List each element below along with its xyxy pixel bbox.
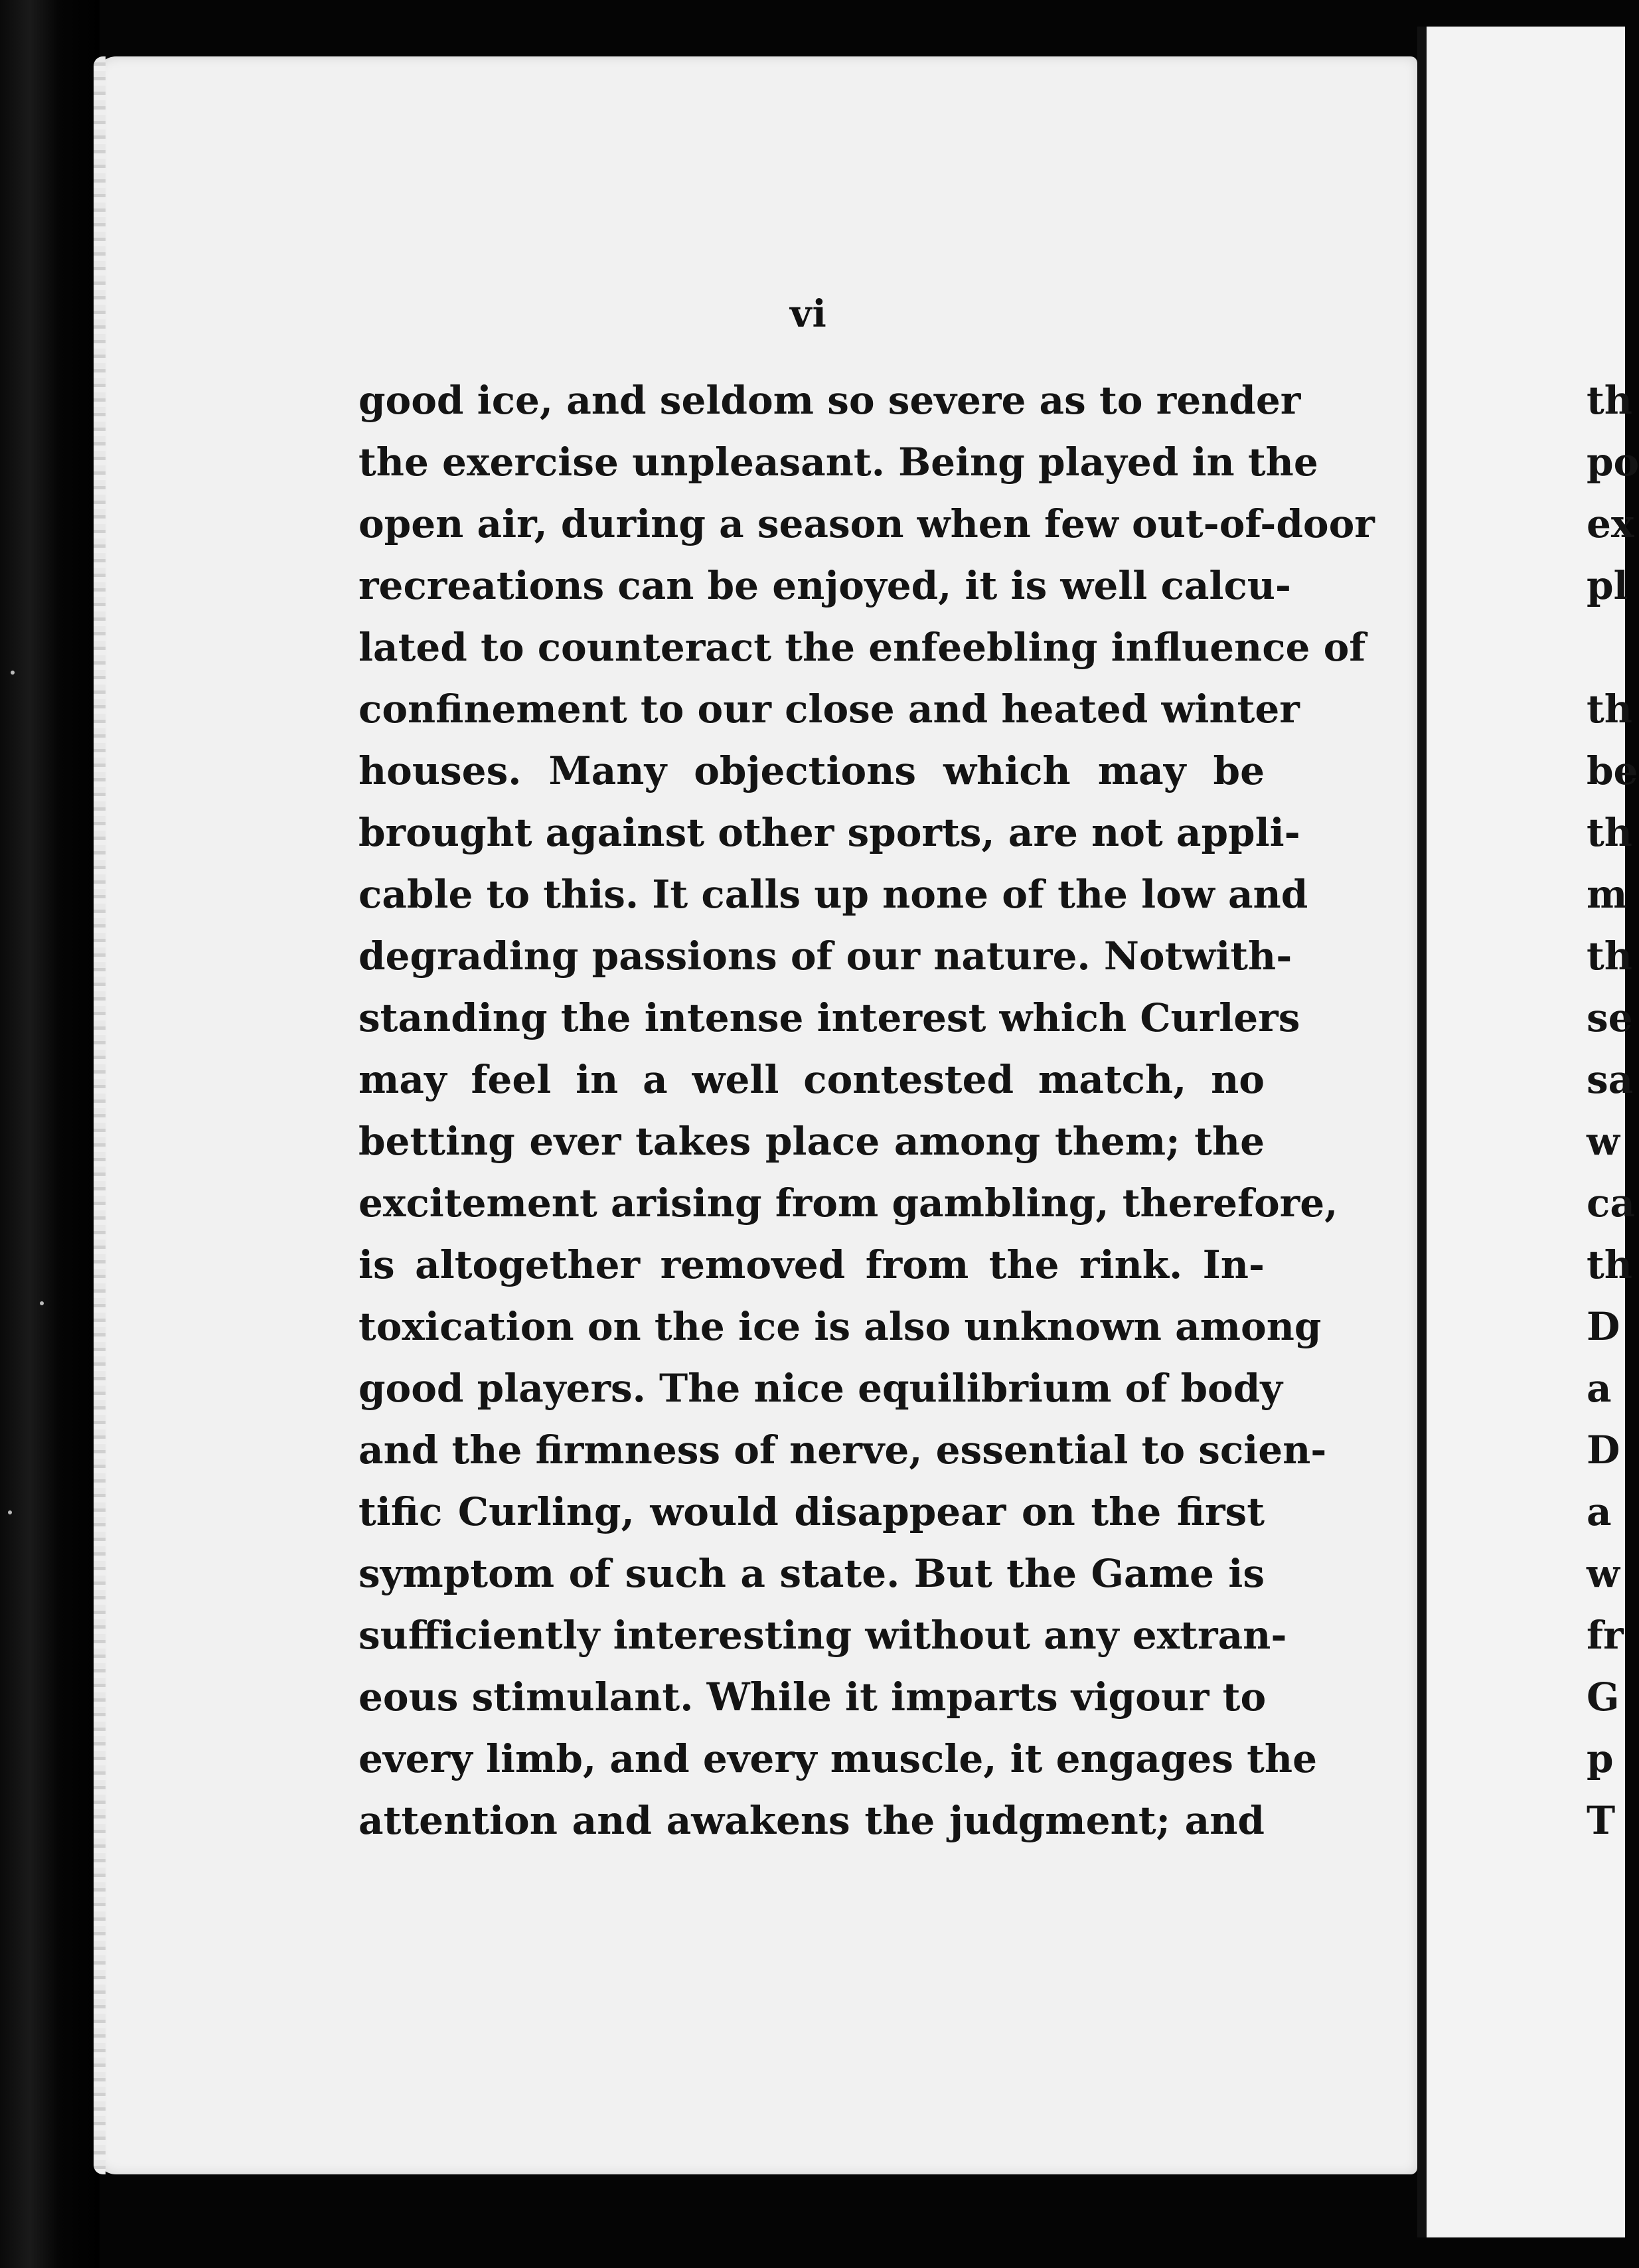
facing-fragment: w <box>1587 1551 1620 1596</box>
text-line: brought against other sports, are not appli- <box>358 810 1300 855</box>
text-line: lated to counteract the enfeebling influence of <box>358 625 1366 670</box>
facing-fragment: se <box>1587 995 1633 1040</box>
text-line: houses. Many objections which may be <box>358 748 1265 793</box>
scan-speck <box>40 1301 44 1305</box>
facing-fragment: th <box>1587 1242 1632 1287</box>
facing-fragment: w <box>1587 1119 1620 1164</box>
text-line: the exercise unpleasant. Being played in the <box>358 440 1318 485</box>
text-line: good players. The nice equilibrium of body <box>358 1366 1283 1411</box>
text-line: attention and awakens the judgment; and <box>358 1798 1265 1843</box>
facing-fragment: po <box>1587 440 1639 485</box>
text-line: symptom of such a state. But the Game is <box>358 1551 1265 1596</box>
book-gutter <box>1417 27 1427 2237</box>
text-line: is altogether removed from the rink. In- <box>358 1242 1265 1287</box>
facing-fragment: p <box>1587 1736 1614 1781</box>
facing-fragment: th <box>1587 810 1632 855</box>
facing-fragment: T <box>1587 1798 1616 1843</box>
text-line: standing the intense interest which Curlers <box>358 995 1300 1040</box>
text-line: toxication on the ice is also unknown among <box>358 1304 1322 1349</box>
text-line: confinement to our close and heated winter <box>358 687 1300 732</box>
facing-fragment: a <box>1587 1366 1612 1411</box>
text-line: degrading passions of our nature. Notwith- <box>358 933 1292 979</box>
text-line: betting ever takes place among them; the <box>358 1119 1265 1164</box>
facing-fragment: pl <box>1587 563 1628 608</box>
facing-fragment: m <box>1587 872 1628 917</box>
facing-fragment: a <box>1587 1489 1612 1534</box>
facing-fragment: D <box>1587 1304 1620 1349</box>
text-line: may feel in a well contested match, no <box>358 1057 1265 1102</box>
facing-fragment: fr <box>1587 1613 1624 1658</box>
facing-fragment: D <box>1587 1427 1620 1473</box>
text-line: cable to this. It calls up none of the low and <box>358 872 1308 917</box>
text-line: good ice, and seldom so severe as to render <box>358 378 1301 423</box>
scan-left-margin <box>0 0 100 2268</box>
text-line: sufficiently interesting without any extran- <box>358 1613 1287 1658</box>
facing-fragment: th <box>1587 687 1632 732</box>
text-line: open air, during a season when few out-of-door <box>358 501 1375 546</box>
facing-fragment: be <box>1587 748 1638 793</box>
facing-fragment: G <box>1587 1674 1620 1720</box>
text-line: and the firmness of nerve, essential to scien- <box>358 1427 1327 1473</box>
facing-fragment: th <box>1587 933 1632 979</box>
facing-fragment: ex <box>1587 501 1634 546</box>
facing-fragment: th <box>1587 378 1632 423</box>
body-text <box>358 370 1375 1852</box>
scan-speck <box>11 671 15 675</box>
scan-speck <box>8 1510 12 1514</box>
facing-fragment: ca <box>1587 1180 1635 1226</box>
text-line: recreations can be enjoyed, it is well calcu- <box>358 563 1291 608</box>
text-line: eous stimulant. While it imparts vigour to <box>358 1674 1267 1720</box>
text-line: excitement arising from gambling, therefore, <box>358 1180 1338 1226</box>
facing-fragment: sa <box>1587 1057 1634 1102</box>
page-number: vi <box>790 292 827 336</box>
text-line: every limb, and every muscle, it engages the <box>358 1736 1317 1781</box>
text-line: tific Curling, would disappear on the first <box>358 1489 1265 1534</box>
